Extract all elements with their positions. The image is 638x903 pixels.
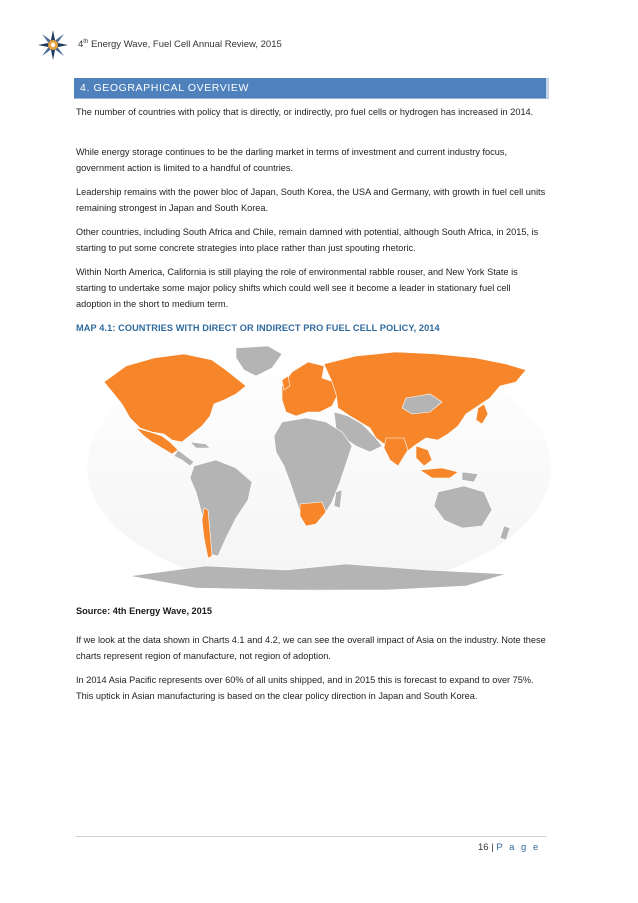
footer-divider (76, 836, 546, 837)
world-map (86, 342, 552, 592)
paragraph: Leadership remains with the power bloc of Japan, South Korea, the USA and Germany, with growth in fuel cell units remaining strongest in Japan and South Korea. (76, 187, 546, 213)
paragraph: If we look at the data shown in Charts 4.1 and 4.2, we can see the overall impact of Asia on the industry. Note these charts represent region of manufacture, not region of adoption. (76, 635, 546, 661)
page-label: P a g e (496, 842, 541, 853)
paragraph: Within North America, California is still playing the role of environmental rabble rouser, and New York State is starting to undertake some major policy shifts which could well see it become a leader in stationary fuel cell adoption in the short to medium term. (76, 267, 518, 309)
page-number: 16 (478, 842, 489, 853)
paragraph: In 2014 Asia Pacific represents over 60% of all units shipped, and in 2015 this is forecast to expand to over 75%. This uptick in Asian manufacturing is based on the clear policy direction in Japan and South Korea. (76, 675, 534, 701)
header-title: 4th Energy Wave, Fuel Cell Annual Review, 2015 (78, 39, 282, 51)
map-caption: MAP 4.1: COUNTRIES WITH DIRECT OR INDIRECT PRO FUEL CELL POLICY, 2014 (76, 323, 440, 333)
section-heading-bar (74, 78, 549, 99)
paragraph: The number of countries with policy that is directly, or indirectly, pro fuel cells or hydrogen has increased in 2014. (76, 107, 534, 117)
world-map-graphic (86, 342, 552, 592)
paragraph: Other countries, including South Africa and Chile, remain damned with potential, although South Africa, in 2015, is starting to put some concrete strategies into place rather than just spouting rhetoric. (76, 227, 539, 253)
paragraph: While energy storage continues to be the darling market in terms of investment and current industry focus, government action is limited to a handful of countries. (76, 147, 508, 173)
section-heading: 4. GEOGRAPHICAL OVERVIEW (80, 82, 250, 94)
footer-separator: | (488, 842, 497, 853)
compass-star-logo-icon (38, 30, 68, 60)
page-footer (478, 842, 540, 853)
map-source: Source: 4th Energy Wave, 2015 (76, 606, 212, 616)
